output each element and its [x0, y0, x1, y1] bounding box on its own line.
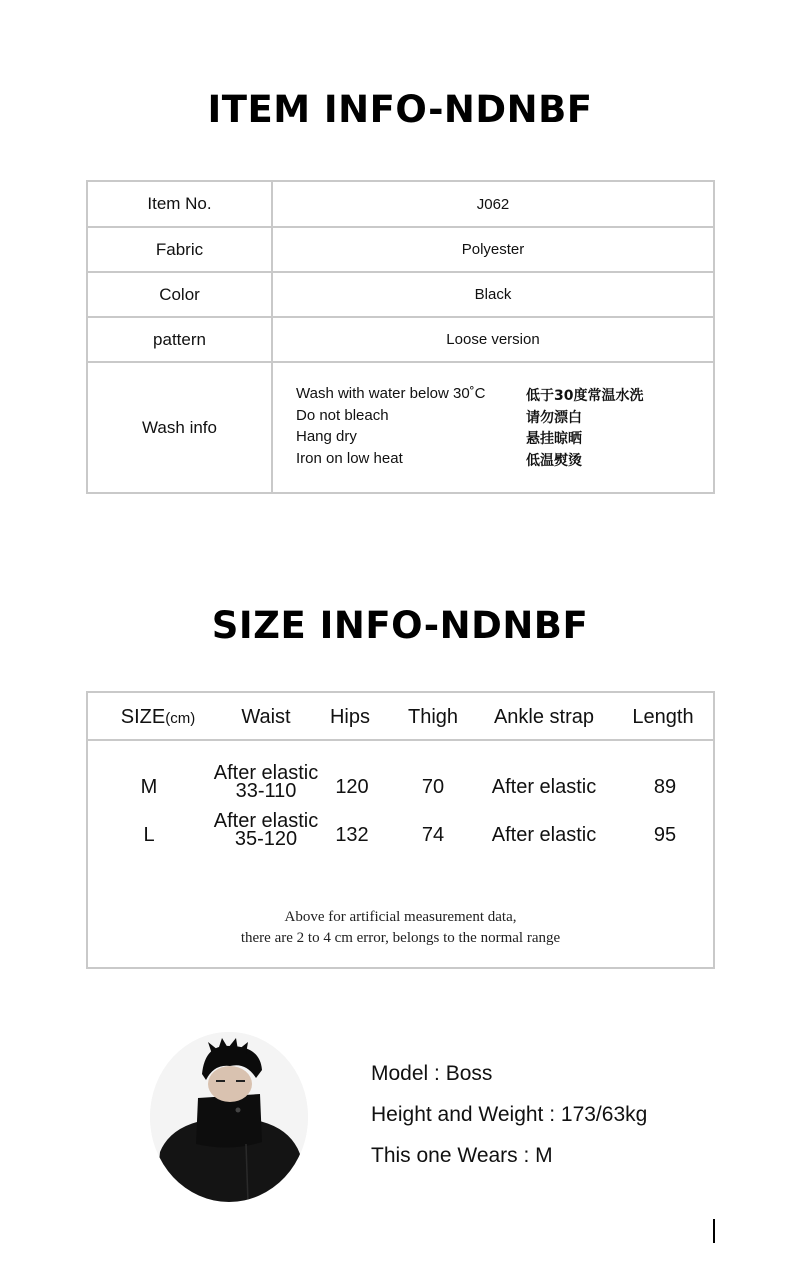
model-silhouette-icon [150, 1032, 308, 1202]
item-label: Item No. [88, 182, 273, 226]
wash-line [296, 407, 696, 429]
size-row-l [88, 812, 713, 860]
item-label: Color [88, 273, 273, 316]
item-value: Loose version [446, 331, 540, 348]
cell-hips: 132 [335, 824, 369, 846]
wash-en: Hang dry [296, 428, 357, 445]
item-row-wash-info [88, 363, 713, 492]
item-row-item-no [88, 182, 713, 228]
item-value: J062 [476, 195, 510, 213]
cell-thigh: 70 [421, 776, 445, 798]
item-info-title: ITEM INFO-NDNBF [207, 88, 593, 131]
wash-line [296, 385, 696, 407]
cell-waist-bottom: 33-110 [235, 780, 297, 802]
model-name: Model : Boss [371, 1062, 493, 1085]
cell-length: 89 [653, 776, 677, 798]
header-hips: Hips [329, 706, 370, 728]
cell-length: 95 [653, 824, 677, 846]
measurement-note [88, 907, 713, 949]
item-label: Fabric [88, 228, 273, 271]
wash-line [296, 450, 696, 472]
header-ankle-strap: Ankle strap [493, 706, 595, 728]
text-cursor-mark [713, 1219, 715, 1243]
item-label: Wash info [88, 363, 273, 492]
item-value: Black [474, 286, 512, 303]
size-info-title: SIZE INFO-NDNBF [211, 604, 589, 647]
item-row-pattern [88, 318, 713, 363]
wash-cn: 悬挂晾晒 [526, 431, 582, 447]
note-line-1: Above for artificial measurement data, [284, 909, 517, 925]
item-row-color [88, 273, 713, 318]
model-height-weight: Height and Weight : 173/63kg [371, 1103, 648, 1126]
model-details [371, 1060, 647, 1183]
cell-hips: 120 [335, 776, 369, 798]
wash-en: Iron on low heat [296, 449, 403, 467]
cell-thigh: 74 [421, 824, 445, 846]
item-row-fabric [88, 228, 713, 273]
cell-size: M [140, 776, 158, 798]
item-value: Polyester [461, 241, 525, 258]
header-size-label: SIZE [120, 706, 166, 728]
wash-cn: 低温熨烫 [526, 452, 582, 469]
cell-ankle: After elastic [491, 776, 597, 798]
wash-en: Wash with water below 30˚C [296, 385, 486, 402]
wash-cn: 请勿漂白 [526, 409, 582, 426]
size-info-table [86, 691, 715, 969]
cell-size: L [143, 824, 155, 846]
item-label: pattern [88, 318, 273, 361]
cell-waist-bottom: 35-120 [234, 828, 298, 850]
header-thigh: Thigh [407, 706, 459, 728]
note-line-2: there are 2 to 4 cm error, belongs to the normal range [240, 930, 561, 946]
cell-waist-top: After elastic [213, 762, 319, 784]
header-waist: Waist [241, 706, 291, 728]
size-row-m [88, 764, 713, 812]
header-size-unit: (cm) [165, 710, 196, 727]
header-length: Length [632, 706, 694, 728]
wash-line [296, 428, 696, 450]
wash-instructions [296, 385, 696, 471]
cell-waist-top: After elastic [213, 810, 319, 832]
item-info-table [86, 180, 715, 494]
size-table-header [88, 693, 713, 741]
model-wears-size: This one Wears : M [371, 1144, 553, 1167]
wash-en: Do not bleach [296, 406, 389, 424]
model-photo [150, 1032, 308, 1202]
cell-ankle: After elastic [491, 824, 597, 846]
wash-cn: 低于30度常温水洗 [526, 388, 644, 404]
